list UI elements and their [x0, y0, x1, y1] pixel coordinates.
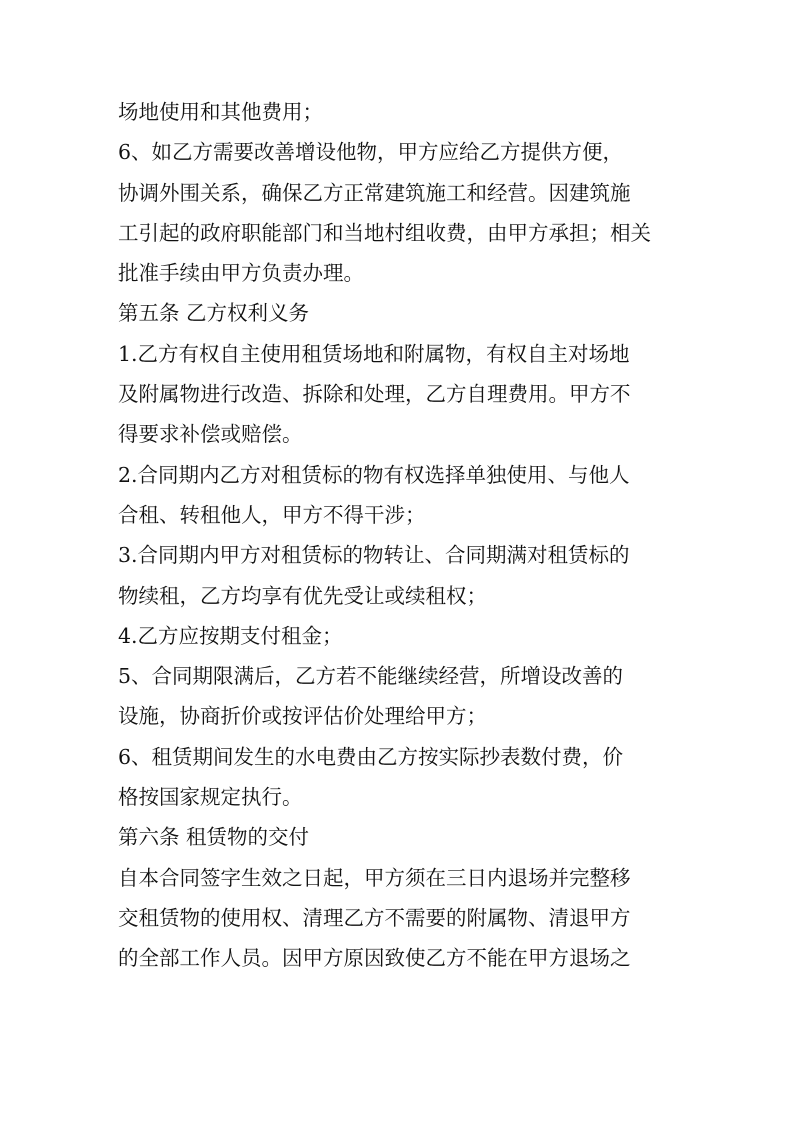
- text-line: 3.合同期内甲方对租赁标的物转让、合同期满对租赁标的: [118, 543, 630, 568]
- text-line: 5、合同期限满后，乙方若不能继续经营，所增设改善的: [118, 664, 624, 689]
- text-line: 设施，协商折价或按评估价处理给甲方；: [118, 704, 487, 729]
- text-line: 格按国家规定执行。: [118, 785, 303, 810]
- text-line: 交租赁物的使用权、清理乙方不需要的附属物、清退甲方: [118, 905, 631, 930]
- text-line: 物续租，乙方均享有优先受让或续租权；: [118, 583, 487, 608]
- text-line: 6、租赁期间发生的水电费由乙方按实际抄表数付费，价: [118, 744, 624, 769]
- text-line: 及附属物进行改造、拆除和处理，乙方自理费用。甲方不: [118, 382, 631, 407]
- text-line: 工引起的政府职能部门和当地村组收费，由甲方承担；相关: [118, 220, 651, 245]
- text-line: 场地使用和其他费用；: [118, 100, 323, 124]
- text-line: 的全部工作人员。因甲方原因致使乙方不能在甲方退场之: [118, 946, 631, 971]
- text-line: 协调外围关系，确保乙方正常建筑施工和经营。因建筑施: [118, 180, 631, 205]
- document-body: [118, 92, 678, 979]
- section-heading: 第五条 乙方权利义务: [118, 301, 310, 326]
- text-line: 合租、转租他人，甲方不得干涉；: [118, 502, 426, 527]
- section-heading: 第六条 租赁物的交付: [118, 825, 310, 850]
- text-line: 批准手续由甲方负责办理。: [118, 261, 364, 286]
- text-line: 自本合同签字生效之日起，甲方须在三日内退场并完整移: [118, 865, 631, 890]
- text-line: 1.乙方有权自主使用租赁场地和附属物，有权自主对场地: [118, 341, 630, 366]
- text-line: 4.乙方应按期支付租金；: [118, 623, 343, 648]
- text-line: 2.合同期内乙方对租赁标的物有权选择单独使用、与他人: [118, 462, 630, 487]
- text-line: 得要求补偿或赔偿。: [118, 422, 303, 447]
- text-line: 6、如乙方需要改善增设他物，甲方应给乙方提供方便，: [118, 140, 624, 165]
